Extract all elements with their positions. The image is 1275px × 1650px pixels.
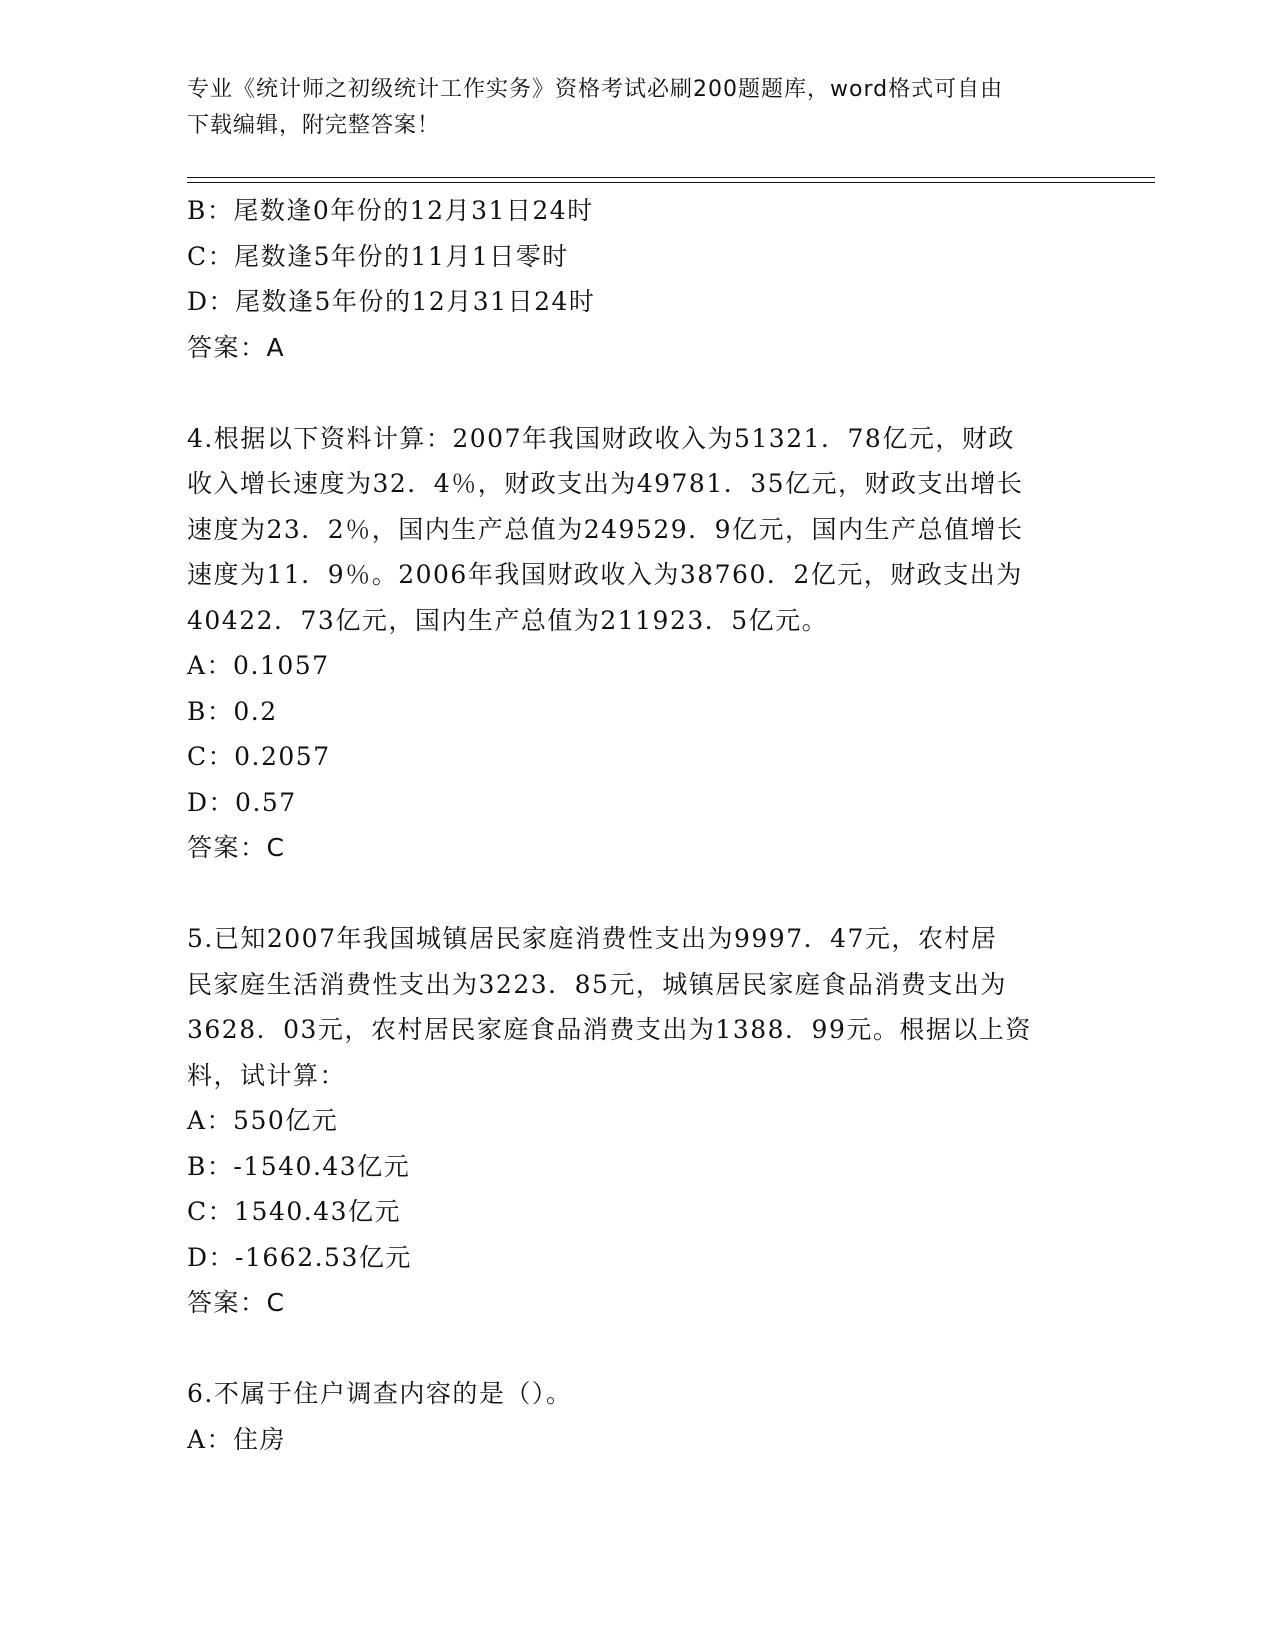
answer-line: 答案：C: [187, 1288, 286, 1317]
header-line-2: 下载编辑，附完整答案！: [187, 113, 441, 138]
option-d: D：0.57: [187, 787, 297, 817]
question-stem-line: 民家庭生活消费性支出为3223．85元，城镇居民家庭食品消费支出为: [187, 969, 1007, 999]
header-line-1: 专业《统计师之初级统计工作实务》资格考试必刷200题题库，word格式可自由: [187, 77, 1004, 102]
option-b: B：0.2: [187, 696, 278, 726]
option-a: A：550亿元: [187, 1106, 339, 1135]
question-stem-line: 料，试计算：: [187, 1060, 347, 1090]
option-c: C：尾数逢5年份的11月1日零时: [187, 241, 569, 271]
document-header: [187, 72, 1067, 144]
question-stem-line: 4.根据以下资料计算：2007年我国财政收入为51321．78亿元，财政: [187, 423, 1015, 453]
question-stem-line: 速度为11．9％。2006年我国财政收入为38760．2亿元，财政支出为: [187, 560, 1023, 589]
question-6: [187, 1371, 1087, 1462]
question-4: [187, 416, 1087, 871]
question-stem-line: 收入增长速度为32．4％，财政支出为49781．35亿元，财政支出增长: [187, 469, 1024, 498]
option-a: A：住房: [187, 1424, 287, 1454]
option-b: B：-1540.43亿元: [187, 1151, 411, 1181]
question-stem-line: 5.已知2007年我国城镇居民家庭消费性支出为9997．47元，农村居: [187, 924, 998, 953]
option-c: C：1540.43亿元: [187, 1197, 402, 1226]
answer-line: 答案：C: [187, 833, 286, 862]
option-d: D：-1662.53亿元: [187, 1242, 412, 1272]
spacer: [187, 370, 1087, 416]
option-c: C：0.2057: [187, 742, 331, 771]
question-stem-line: 40422．73亿元，国内生产总值为211923．5亿元。: [187, 605, 829, 635]
header-rule-bottom: [187, 182, 1155, 183]
header-rule-top: [187, 177, 1155, 178]
question-stem-line: 6.不属于住户调查内容的是（）。: [187, 1379, 573, 1408]
answer-line: 答案：A: [187, 332, 286, 362]
option-b: B：尾数逢0年份的12月31日24时: [187, 196, 594, 225]
spacer: [187, 871, 1087, 917]
option-a: A：0.1057: [187, 651, 330, 680]
question-3: [187, 188, 1087, 370]
option-d: D：尾数逢5年份的12月31日24时: [187, 287, 596, 316]
question-stem-line: 3628．03元，农村居民家庭食品消费支出为1388．99元。根据以上资: [187, 1015, 1032, 1044]
question-content: [187, 188, 1087, 1462]
spacer: [187, 1326, 1087, 1372]
question-5: [187, 916, 1087, 1326]
question-stem-line: 速度为23．2％，国内生产总值为249529．9亿元，国内生产总值增长: [187, 514, 1024, 544]
